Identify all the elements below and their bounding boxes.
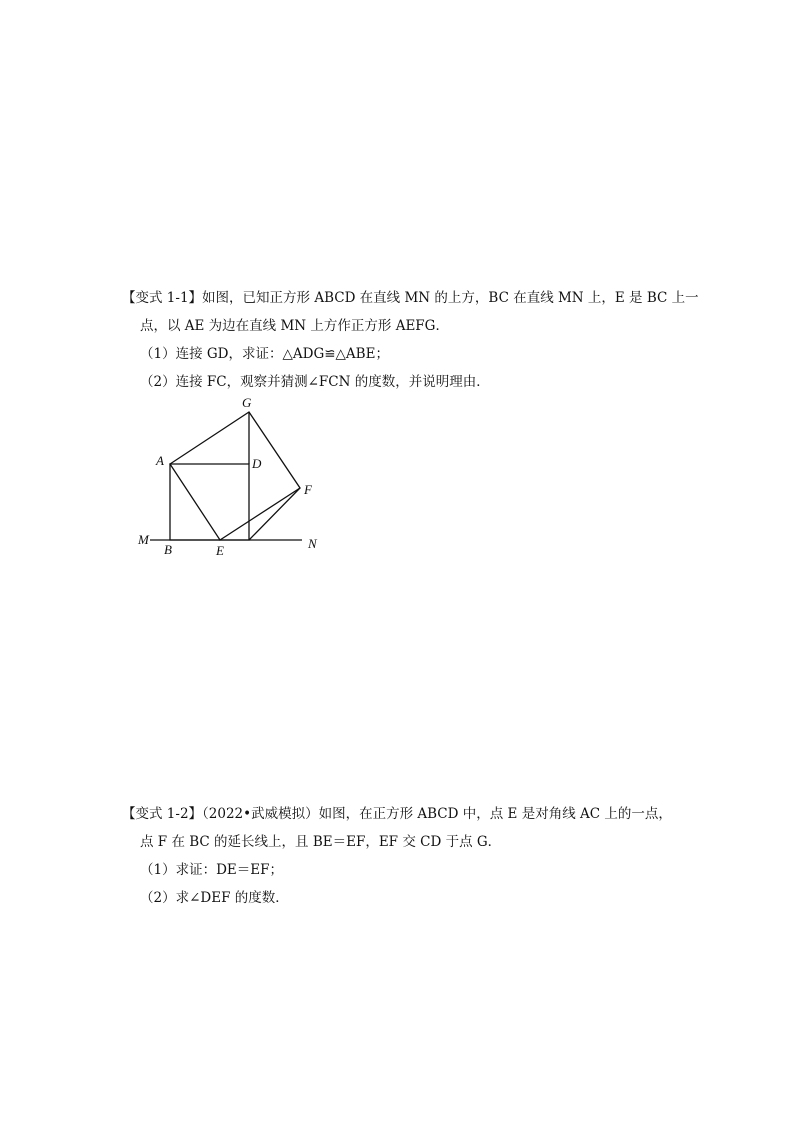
label-a: A <box>156 453 164 468</box>
label-n: N <box>308 536 317 551</box>
segment-fc <box>249 488 300 540</box>
problem-2-line-2: 点 F 在 BC 的延长线上，且 BE＝EF，EF 交 CD 于点 G． <box>140 834 502 850</box>
label-b: B <box>164 542 172 557</box>
label-m: M <box>138 532 149 547</box>
square-aefg <box>170 412 300 540</box>
geometry-diagram <box>130 392 330 562</box>
label-d: D <box>252 456 262 471</box>
label-g: G <box>242 395 252 410</box>
problem-1-line-1: 【变式 1-1】如图，已知正方形 ABCD 在直线 MN 的上方，BC 在直线 MN 上，E 是 BC 上一 <box>122 290 699 306</box>
problem-1-line-2: 点，以 AE 为边在直线 MN 上方作正方形 AEFG． <box>140 318 449 334</box>
problem-1-part-2: （2）连接 FC，观察并猜测∠FCN 的度数，并说明理由． <box>140 374 490 390</box>
label-e: E <box>216 543 224 558</box>
problem-2-part-2: （2）求∠DEF 的度数． <box>140 890 289 906</box>
problem-1-part-1: （1）连接 GD，求证：△ADG≌△ABE； <box>140 346 389 362</box>
problem-2-line-1: 【变式 1-2】（2022•武威模拟）如图，在正方形 ABCD 中，点 E 是对角线 AC 上的一点， <box>122 806 672 822</box>
label-f: F <box>304 482 312 497</box>
problem-2-part-1: （1）求证：DE＝EF； <box>140 862 283 878</box>
